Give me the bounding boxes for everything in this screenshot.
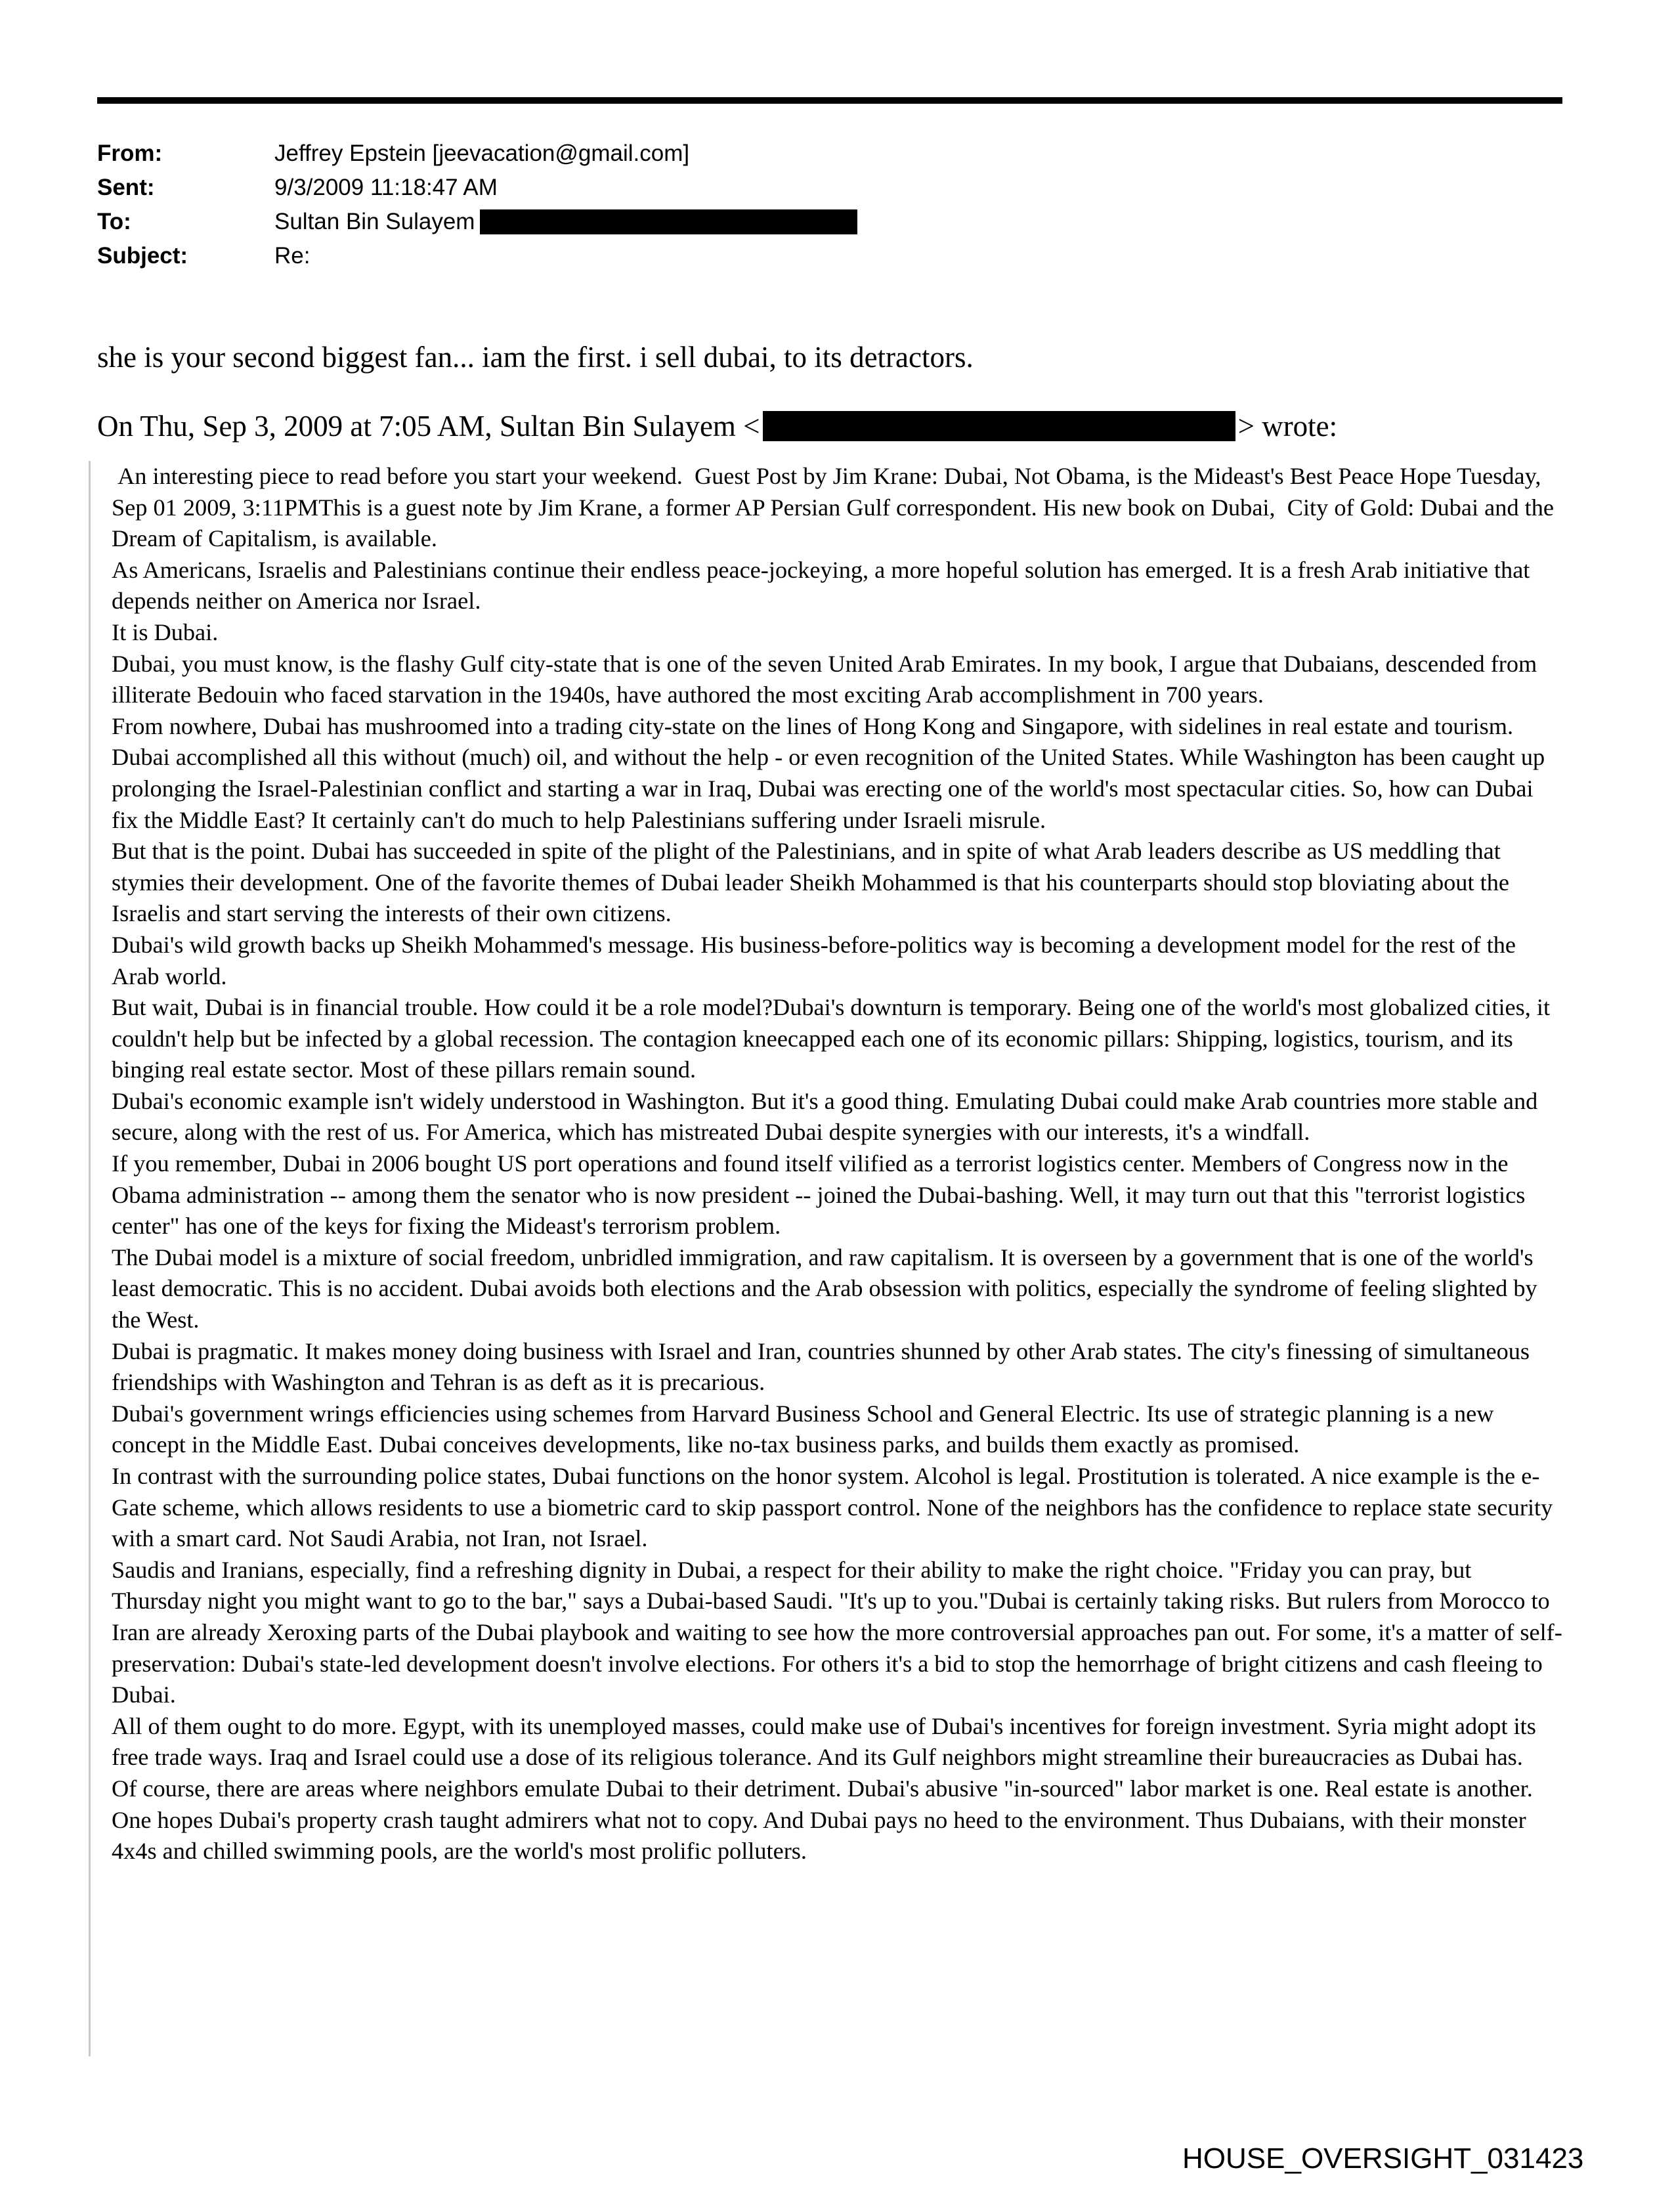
- quoted-paragraph: From nowhere, Dubai has mushroomed into a trading city-state on the lines of Hong Kong and Singapore, with sidelines in real estate and tourism.: [112, 712, 1514, 739]
- quoted-paragraph: Dubai is pragmatic. It makes money doing business with Israel and Iran, countries shunned by other Arab states. The city's finessing of simultaneous friendships with Washington and Tehran is as deft as it is precarious.: [112, 1337, 1530, 1396]
- quoted-paragraph: But that is the point. Dubai has succeeded in spite of the plight of the Palestinians, and in spite of what Arab leaders describe as US meddling that stymies their development. One of the favorite themes of Dubai leader Sheikh Mohammed is that his counterparts should stop bloviating about the Israelis and start serving the interests of their own citizens.: [112, 838, 1509, 927]
- quoted-intro-prefix: On Thu, Sep 3, 2009 at 7:05 AM, Sultan Bin Sulayem <: [97, 410, 760, 443]
- quoted-paragraph: All of them ought to do more. Egypt, with its unemployed masses, could make use of Dubai's incentives for foreign investment. Syria might adopt its free trade ways. Iraq and Israel could use a dose of its religious tolerance. And its Gulf neighbors might streamline their bureaucracies as Dubai has.: [112, 1712, 1536, 1771]
- sent-label: Sent:: [97, 175, 155, 200]
- to-value: Sultan Bin Sulayem: [274, 209, 475, 234]
- quoted-paragraph: It is Dubai.: [112, 618, 219, 645]
- quoted-body: [112, 461, 1562, 1867]
- redaction-bar: [763, 411, 1235, 441]
- from-label: From:: [97, 141, 163, 166]
- sent-value: 9/3/2009 11:18:47 AM: [274, 175, 498, 200]
- quoted-intro: [97, 406, 1574, 446]
- sent-row: [97, 171, 857, 205]
- subject-row: [97, 239, 857, 273]
- bates-number: HOUSE_OVERSIGHT_031423: [1182, 2142, 1584, 2175]
- from-row: [97, 137, 857, 171]
- quoted-paragraph: Dubai's government wrings efficiencies using schemes from Harvard Business School and General Electric. Its use of strategic planning is a new concept in the Middle East. Dubai conceives developments, like no-tax business parks, and builds them exactly as promised.: [112, 1400, 1494, 1458]
- quoted-paragraph: If you remember, Dubai in 2006 bought US port operations and found itself vilified as a terrorist logistics center. Members of Congress now in the Obama administration -- among them the senator who is now president -- joined the Dubai-bashing. Well, it may turn out that this "terrorist logistics center" has one of the keys for fixing the Mideast's terrorism problem.: [112, 1150, 1526, 1240]
- quoted-paragraph: Dubai accomplished all this without (much) oil, and without the help - or even recognition of the United States. While Washington has been caught up prolonging the Israel-Palestinian conflict and starting a war in Iraq, Dubai was erecting one of the world's most spectacular cities. So, how can Dubai fix the Middle East? It certainly can't do much to help Palestinians suffering under Israeli misrule.: [112, 744, 1545, 833]
- quoted-intro-suffix: > wrote:: [1237, 410, 1338, 443]
- reply-text: she is your second biggest fan... iam the first. i sell dubai, to its detractors.: [97, 341, 974, 374]
- subject-label: Subject:: [97, 243, 188, 269]
- header-rule: [97, 97, 1562, 104]
- quoted-paragraph: Saudis and Iranians, especially, find a refreshing dignity in Dubai, a respect for their ability to make the right choice. "Friday you can pray, but Thursday night you might want to go to the bar," says a Dubai-based Saudi. "It's up to you."Dubai is certainly taking risks. But rulers from Morocco to Iran are already Xeroxing parts of the Dubai playbook and waiting to see how the more controversial approaches pan out. For some, it's a matter of self-preservation: Dubai's state-led development doesn't involve elections. For others it's a bid to stop the hemorrhage of bright citizens and cash fleeing to Dubai.: [112, 1556, 1562, 1708]
- quoted-message: [89, 461, 1574, 2056]
- to-label: To:: [97, 209, 131, 234]
- quoted-paragraph: An interesting piece to read before you start your weekend. Guest Post by Jim Krane: Dubai, Not Obama, is the Mideast's Best Peace Hope Tuesday, Sep 01 2009, 3:11PMThis is a guest note by Jim Krane, a former AP Persian Gulf correspondent. His new book on Dubai, City of Gold: Dubai and the Dream of Capitalism, is available.: [112, 463, 1560, 552]
- redaction-bar: [480, 209, 857, 234]
- quoted-paragraph: Dubai's wild growth backs up Sheikh Mohammed's message. His business-before-politics way is becoming a development model for the rest of the Arab world.: [112, 931, 1516, 989]
- to-value-wrap: [274, 205, 857, 239]
- email-header: [97, 137, 857, 273]
- subject-value: Re:: [274, 243, 311, 269]
- quoted-paragraph: The Dubai model is a mixture of social freedom, unbridled immigration, and raw capitalism. It is overseen by a government that is one of the world's least democratic. This is no accident. Dubai avoids both elections and the Arab obsession with politics, especially the syndrome of feeling slighted by the West.: [112, 1244, 1537, 1334]
- to-row: [97, 205, 857, 239]
- quoted-paragraph: Dubai, you must know, is the flashy Gulf city-state that is one of the seven United Arab Emirates. In my book, I argue that Dubaians, descended from illiterate Bedouin who faced starvation in the 1940s, have authored the most exciting Arab accomplishment in 700 years.: [112, 650, 1537, 708]
- quoted-paragraph: Of course, there are areas where neighbors emulate Dubai to their detriment. Dubai's abusive "in-sourced" labor market is one. Real estate is another. One hopes Dubai's property crash taught admirers what not to copy. And Dubai pays no heed to the environment. Thus Dubaians, with their monster 4x4s and chilled swimming pools, are the world's most prolific polluters.: [112, 1775, 1533, 1865]
- quoted-paragraph: Dubai's economic example isn't widely understood in Washington. But it's a good thing. Emulating Dubai could make Arab countries more stable and secure, along with the rest of us. For America, which has mistreated Dubai despite synergies with our interests, it's a windfall.: [112, 1087, 1538, 1146]
- quoted-paragraph: But wait, Dubai is in financial trouble. How could it be a role model?Dubai's downturn is temporary. Being one of the world's most globalized cities, it couldn't help but be infected by a global recession. The contagion kneecapped each one of its economic pillars: Shipping, logistics, tourism, and its binging real estate sector. Most of these pillars remain sound.: [112, 994, 1551, 1083]
- quoted-paragraph: As Americans, Israelis and Palestinians continue their endless peace-jockeying, a more hopeful solution has emerged. It is a fresh Arab initiative that depends neither on America nor Israel.: [112, 556, 1530, 615]
- from-value: Jeffrey Epstein [jeevacation@gmail.com]: [274, 141, 690, 166]
- quoted-paragraph: In contrast with the surrounding police states, Dubai functions on the honor system. Alcohol is legal. Prostitution is tolerated. A nice example is the e-Gate scheme, which allows residents to use a biometric card to skip passport control. None of the neighbors has the confidence to replace state security with a smart card. Not Saudi Arabia, not Iran, not Israel.: [112, 1463, 1553, 1552]
